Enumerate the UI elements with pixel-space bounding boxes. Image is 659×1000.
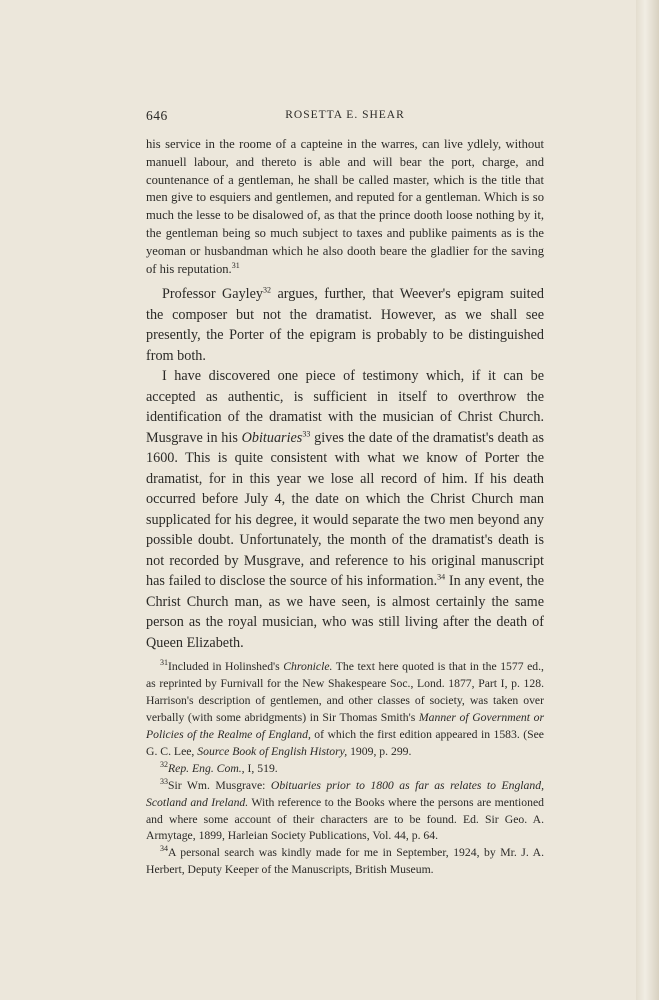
paragraph-text: gives the date of the dramatist's death as 1600. This is quite consistent with what we know of Porter the dramatist, for in this year we lose all record of him. If his death occurred before July 4, the date on which the Christ Church man supplicated for his degree, it would separate the two men beyond any possible doubt. Unfortunately, the month of the dramatist's death is not recorded by Musgrave, and reference to his original manuscript has failed to disclose the source of his information. (146, 429, 544, 590)
footnote-number: 33 (160, 776, 168, 786)
footnotes (146, 659, 544, 879)
footnote-31 (146, 659, 544, 760)
footnote-text: With reference to the Books where the persons are mentioned and where some account of their characters are to be found. Ed. Sir Geo. A. Armytage, 1899, Harleian Society Publications, Vol. 44, p. 64. (146, 795, 545, 843)
quote-text: his service in the roome of a capteine in the warres, can live ydlely, without manuell labour, and thereto is able and will bear the port, charge, and countenance of a gentleman, he shall be called master, which is the title that men give to esquiers and gentlemen, and reputed for a gentleman. Which is so much the lesse to be disalowed of, as that the prince dooth loose nothing by it, the gentleman being so much subject to taxes and publike paiments as is the yeoman or husbandman which he also dooth beare the gladlier for the saving of his reputation. (146, 137, 544, 276)
page-edge (636, 0, 659, 1000)
footnote-ref-31[interactable]: 31 (231, 260, 240, 270)
paragraph-text: argues, further, that Weever's epigram suited the composer but not the dramatist. However, as we shall see presently, the Porter of the epigram is probably to be distinguished from both. (146, 286, 545, 364)
block-quote (146, 136, 544, 278)
italic-title: Chronicle. (283, 660, 333, 674)
italic-title: Source Book of English History, (197, 744, 348, 758)
footnote-33 (146, 778, 544, 846)
footnote-number: 32 (160, 759, 168, 769)
paragraph-testimony (146, 366, 544, 653)
paragraph-text: I have discovered one piece of testimony which, if it can be accepted as authentic, is sufficient in itself to overthrow the identification of the dramatist with the musician of Christ Church. Musgrave in his (146, 368, 544, 446)
running-head (146, 108, 544, 130)
footnote-text: The text here quoted is that in the 1577 ed., as reprinted by Furnivall for the New Shakespeare Soc., Lond. 1877, Part I, p. 128. Harrison's description of gentlemen, and other classes of society, was taken over verbally (with some abridgments) in Sir Thomas Smith's (146, 660, 544, 725)
italic-title: Rep. Eng. Com., (168, 761, 245, 775)
footnote-text: Sir Wm. Musgrave: (168, 778, 271, 792)
page-number: 646 (146, 108, 168, 123)
italic-title: Obituaries (241, 429, 303, 446)
footnote-number: 34 (160, 844, 168, 854)
footnote-text: Included in Holinshed's (168, 660, 284, 674)
italic-title: Obituaries prior to 1800 as far as relates to England, Scotland and Ireland. (146, 778, 544, 809)
footnote-number: 31 (160, 658, 168, 668)
footnote-34 (146, 845, 544, 879)
footnote-ref-34[interactable]: 34 (437, 572, 446, 582)
footnote-text: 1909, p. 299. (347, 744, 412, 758)
italic-title: Manner of Government or Policies of the Realme of England, (146, 711, 544, 741)
footnote-text: of which the first edition appeared in 1583. (See G. C. Lee, (146, 728, 544, 758)
footnote-ref-32[interactable]: 32 (263, 285, 272, 295)
running-title: ROSETTA E. SHEAR (285, 109, 405, 121)
footnote-text: A personal search was kindly made for me in September, 1924, by Mr. J. A. Herbert, Deputy Keeper of the Manuscripts, British Museum. (146, 846, 544, 877)
footnote-32 (146, 761, 544, 778)
paragraph-text: Professor Gayley (162, 286, 264, 303)
paragraph-text: In any event, the Christ Church man, as we have seen, is almost certainly the same person as the royal musician, who was still living after the death of Queen Elizabeth. (146, 573, 545, 651)
footnote-ref-33[interactable]: 33 (302, 429, 311, 439)
paragraph-gayley (146, 284, 544, 366)
page-content (146, 108, 544, 879)
footnote-text: I, 519. (244, 761, 278, 775)
